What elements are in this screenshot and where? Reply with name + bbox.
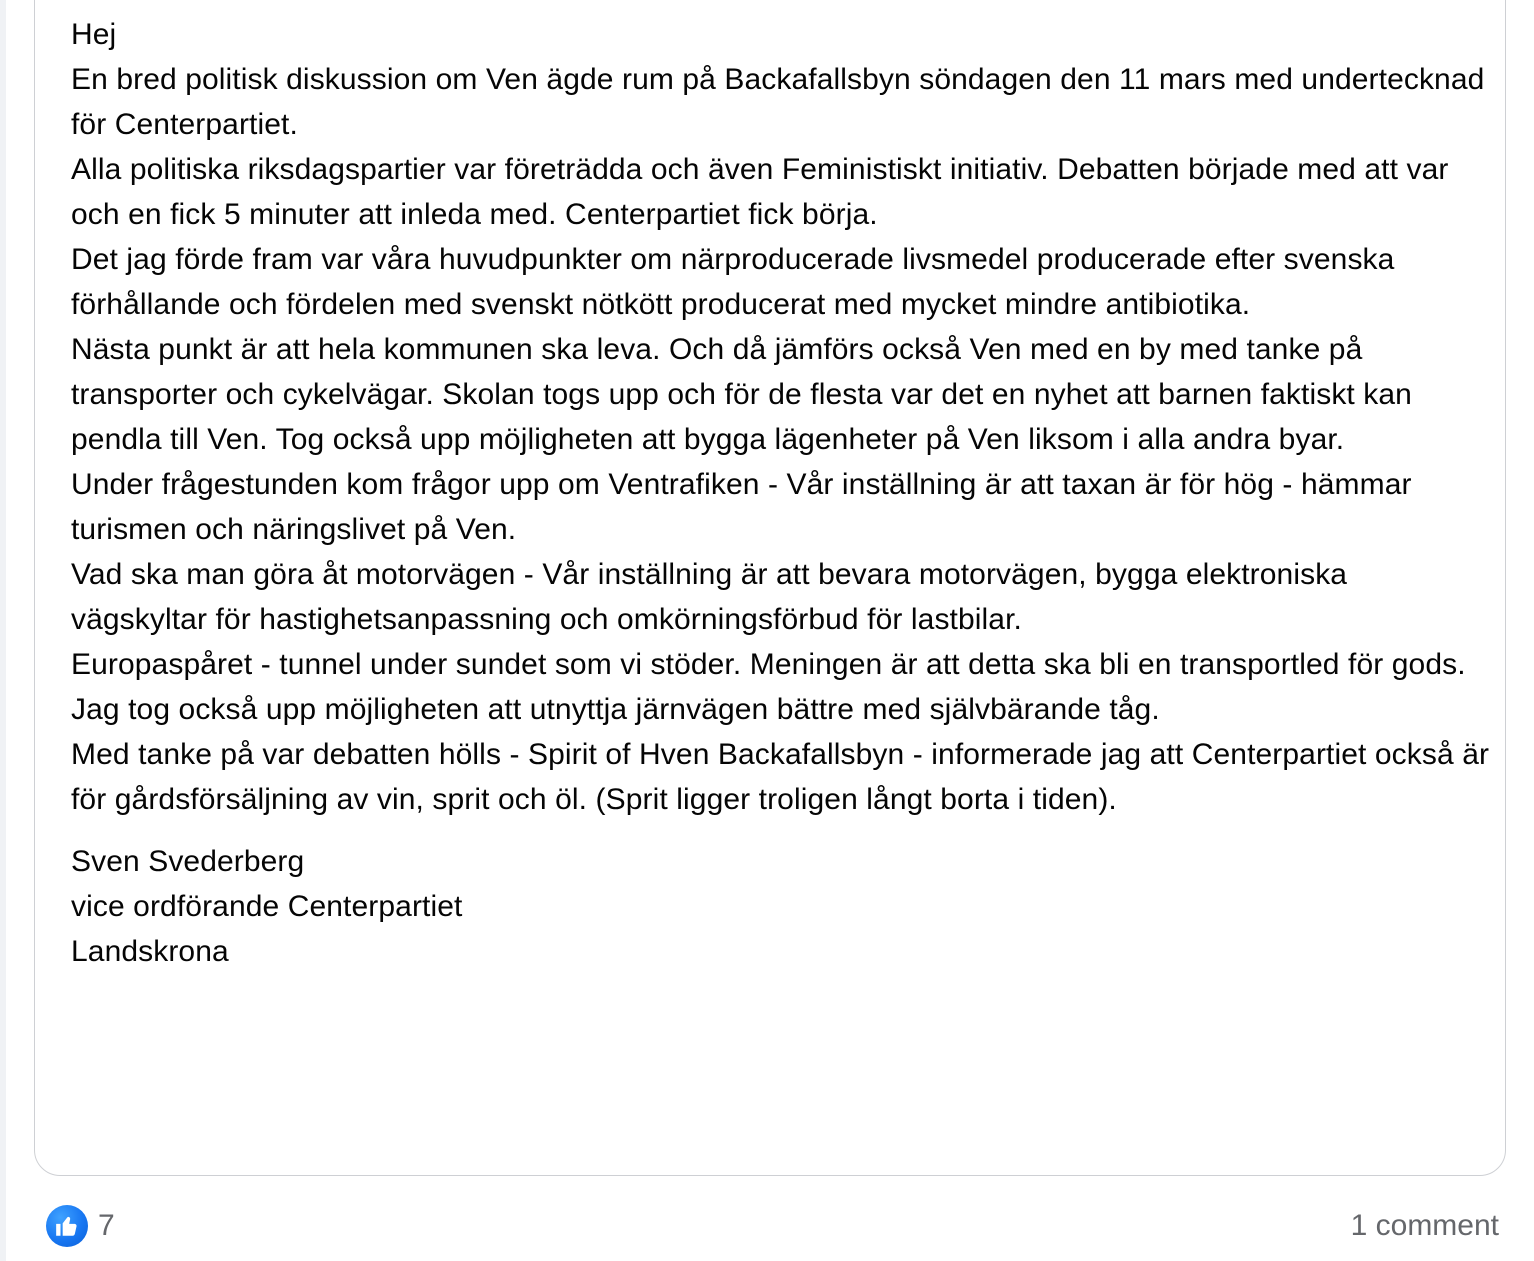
post-paragraph: Hej: [71, 18, 117, 51]
signature-role: vice ordförande Centerpartiet: [71, 890, 463, 923]
signature-name: Sven Svederberg: [71, 845, 305, 878]
comment-count[interactable]: 1 comment: [1350, 1209, 1499, 1242]
post-body: [71, 12, 1491, 974]
post-paragraph: Europaspåret - tunnel under sundet som vi stöder. Meningen är att detta ska bli en transportled för gods. Jag tog också upp möjligheten att utnyttja järnvägen bättre med självbärande tåg.: [71, 648, 1466, 726]
post-paragraph: Med tanke på var debatten hölls - Spirit of Hven Backafallsbyn - informerade jag att Centerpartiet också är för gårdsförsäljning av vin, sprit och öl. (Sprit ligger troligen långt borta i tiden).: [71, 738, 1490, 816]
post-paragraph: En bred politisk diskussion om Ven ägde rum på Backafallsbyn söndagen den 11 mars med undertecknad för Centerpartiet.: [71, 63, 1485, 141]
signature-city: Landskrona: [71, 935, 229, 968]
left-edge-strip: [0, 0, 6, 1261]
post-paragraph: Nästa punkt är att hela kommunen ska leva. Och då jämförs också Ven med en by med tanke på transporter och cykelvägar. Skolan togs upp och för de flesta var det en nyhet att barnen faktiskt kan pendla till Ven. Tog också upp möjligheten att bygga lägenheter på Ven liksom i alla andra byar.: [71, 333, 1412, 456]
like-count[interactable]: 7: [98, 1209, 115, 1242]
post-paragraph: Det jag förde fram var våra huvudpunkter om närproducerade livsmedel producerade efter svenska förhållande och fördelen med svenskt nötkött producerat med mycket mindre antibiotika.: [71, 243, 1395, 321]
post-paragraph: Under frågestunden kom frågor upp om Ventrafiken - Vår inställning är att taxan är för hög - hämmar turismen och näringslivet på Ven.: [71, 468, 1412, 546]
post-paragraph: Alla politiska riksdagspartier var företrädda och även Feministiskt initiativ. Debatten började med att var och en fick 5 minuter att inleda med. Centerpartiet fick börja.: [71, 153, 1449, 231]
post-footer: [0, 1190, 1534, 1261]
post-signature: [71, 839, 1491, 974]
post-paragraph: Vad ska man göra åt motorvägen - Vår inställning är att bevara motorvägen, bygga elektroniska vägskyltar för hastighetsanpassning och omkörningsförbud för lastbilar.: [71, 558, 1348, 636]
thumbs-up-icon[interactable]: [46, 1205, 88, 1247]
